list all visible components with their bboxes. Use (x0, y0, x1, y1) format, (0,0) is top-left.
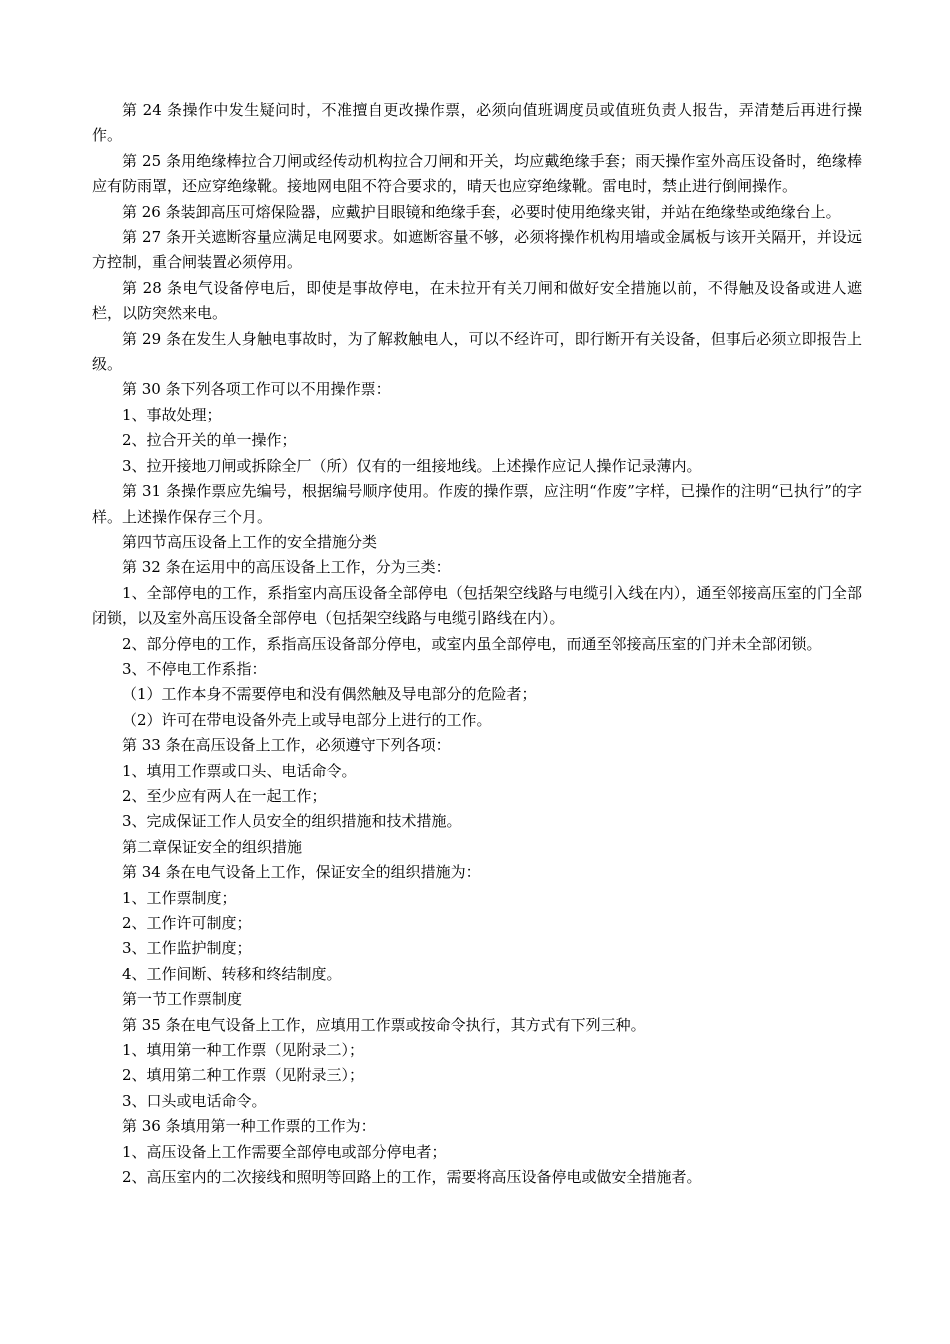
list-item: 2、拉合开关的单一操作； (122, 431, 297, 450)
list-item: （2）许可在带电设备外壳上或导电部分上进行的工作。 (122, 710, 492, 729)
list-item: 3、工作监护制度； (122, 939, 252, 958)
paragraph: 第 36 条填用第一种工作票的工作为： (122, 1117, 376, 1136)
paragraph: 第 24 条操作中发生疑问时，不准擅自更改操作票，必须向值班调度员或值班负责人报告，弄清楚后再进行操作。 (92, 101, 862, 145)
paragraph: 第 33 条在高压设备上工作，必须遵守下列各项： (122, 736, 451, 755)
section-heading: 第四节高压设备上工作的安全措施分类 (122, 532, 378, 551)
list-item: 1、填用工作票或口头、电话命令。 (122, 761, 357, 780)
paragraph: 第 35 条在电气设备上工作，应填用工作票或按命令执行，其方式有下列三种。 (122, 1015, 646, 1034)
list-item: 3、不停电工作系指： (122, 659, 267, 678)
list-item: 1、工作票制度； (122, 888, 237, 907)
paragraph: 第 32 条在运用中的高压设备上工作，分为三类： (122, 558, 451, 577)
paragraph: 第 31 条操作票应先编号，根据编号顺序使用。作废的操作票，应注明“作废”字样，已操作的注明“已执行”的字样。上述操作保存三个月。 (92, 482, 862, 526)
list-item: 1、全部停电的工作，系指室内高压设备全部停电（包括架空线路与电缆引入线在内），通至邻接高压室的门全部闭锁，以及室外高压设备全部停电（包括架空线路与电缆引路线在内）。 (92, 583, 862, 628)
list-item: 3、完成保证工作人员安全的组织措施和技术措施。 (122, 812, 462, 831)
paragraph: 第 28 条电气设备停电后，即使是事故停电，在未拉开有关刀闸和做好安全措施以前，不得触及设备或进人遮栏，以防突然来电。 (92, 278, 862, 323)
section-heading: 第一节工作票制度 (122, 990, 243, 1009)
list-item: 3、拉开接地刀闸或拆除全厂（所）仅有的一组接地线。上述操作应记人操作记录薄内。 (122, 456, 702, 475)
paragraph: 第 25 条用绝缘棒拉合刀闸或经传动机构拉合刀闸和开关，均应戴绝缘手套；雨天操作室外高压设备时，绝缘棒应有防雨罩，还应穿绝缘靴。接地网电阻不符合要求的，晴天也应穿绝缘靴。雷电时，禁止进行倒闸操作。 (92, 151, 862, 196)
paragraph: 第 29 条在发生人身触电事故时，为了解救触电人，可以不经许可，即行断开有关设备，但事后必须立即报告上级。 (92, 329, 862, 374)
paragraph: 第 30 条下列各项工作可以不用操作票： (122, 380, 391, 399)
list-item: 1、事故处理； (122, 405, 222, 424)
list-item: （1）工作本身不需要停电和没有偶然触及导电部分的危险者； (122, 685, 537, 704)
list-item: 1、高压设备上工作需要全部停电或部分停电者； (122, 1142, 447, 1161)
document-body (92, 98, 862, 1190)
list-item: 2、至少应有两人在一起工作； (122, 786, 327, 805)
paragraph: 第 34 条在电气设备上工作，保证安全的组织措施为： (122, 863, 481, 882)
list-item: 2、工作许可制度； (122, 914, 252, 932)
list-item: 3、口头或电话命令。 (122, 1091, 267, 1110)
paragraph: 第 26 条装卸高压可熔保险器，应戴护目眼镜和绝缘手套，必要时使用绝缘夹钳，并站在绝缘垫或绝缘台上。 (122, 202, 841, 221)
list-item: 2、部分停电的工作，系指高压设备部分停电，或室内虽全部停电，而通至邻接高压室的门并未全部闭锁。 (122, 634, 822, 653)
list-item: 2、填用第二种工作票（见附录三）； (122, 1066, 365, 1085)
paragraph: 第 27 条开关遮断容量应满足电网要求。如遮断容量不够，必须将操作机构用墙或金属板与该开关隔开，并设远方控制，重合闸装置必须停用。 (92, 228, 862, 272)
list-item: 4、工作间断、转移和终结制度。 (122, 964, 342, 983)
chapter-heading: 第二章保证安全的组织措施 (122, 837, 303, 856)
list-item: 2、高压室内的二次接线和照明等回路上的工作，需要将高压设备停电或做安全措施者。 (122, 1168, 702, 1187)
list-item: 1、填用第一种工作票（见附录二）； (122, 1041, 365, 1060)
